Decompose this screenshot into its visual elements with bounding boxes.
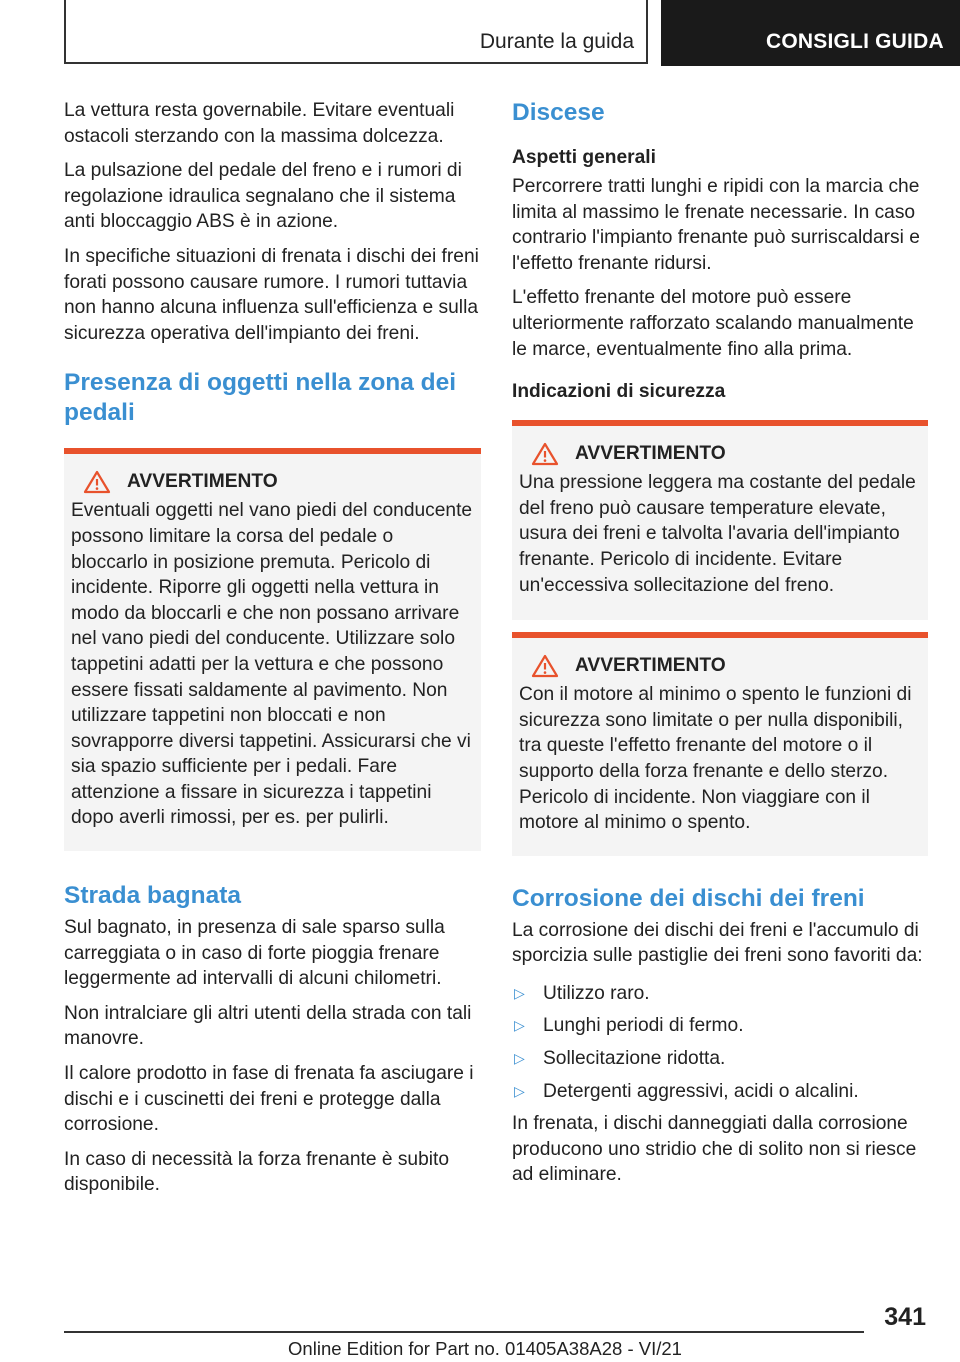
footer-divider (64, 1331, 864, 1333)
paragraph: In caso di necessità la forza frenante è subito disponibile. (64, 1148, 450, 1196)
paragraph: L'effetto frenante del motore può essere ulteriormente rafforzato scalando manualmente le marce, eventualmente fino alla prima. (512, 287, 914, 360)
heading-objects-pedals: Presenza di oggetti nella zona dei pedali (64, 369, 457, 427)
warning-title: AVVERTIMENTO (575, 443, 726, 465)
warning-triangle-icon (531, 654, 559, 678)
paragraph: In specifiche situazioni di frenata i dischi dei freni forati possono causare rumore. I rumori tuttavia non hanno alcuna influenza sull'efficienza e sulla sicurezza operativa dell'impianto dei freni. (64, 245, 479, 344)
paragraph: Sul bagnato, in presenza di sale sparso sulla carreggiata o in caso di forte pioggia frenare leggermente ad intervalli di alcuni chilometri. (64, 917, 445, 990)
heading-descents: Discese (512, 99, 605, 126)
footer-edition: Online Edition for Part no. 01405A38A28 - VI/21 (288, 1338, 682, 1359)
header-section: CONSIGLI GUIDA (661, 0, 960, 66)
warning-box (64, 448, 481, 851)
paragraph: La vettura resta governabile. Evitare eventuali ostacoli sterzando con la massima dolcezza. (64, 100, 455, 147)
bullet-list (512, 981, 928, 1104)
warning-title: AVVERTIMENTO (575, 655, 726, 677)
bullet-triangle-icon: ▷ (514, 1017, 525, 1034)
warning-text: Una pressione leggera ma costante del pedale del freno può causare temperature elevate, usura dei freni e talvolta l'avaria dell'impianto frenante. Pericolo di incidente. Evitare un'eccessiva sollecitazione del freno. (519, 472, 916, 596)
paragraph: La pulsazione del pedale del freno e i rumori di regolazione idraulica segnalano che il sistema anti bloccaggio ABS è in azione. (64, 160, 462, 233)
header-subsection-tab (64, 0, 648, 64)
page-number: 341 (884, 1303, 926, 1331)
warning-triangle-icon (531, 442, 559, 466)
paragraph: Il calore prodotto in fase di frenata fa asciugare i dischi e i cuscinetti dei freni e protegge dalla corrosione. (64, 1063, 474, 1136)
warning-box (512, 420, 928, 620)
warning-box (512, 632, 928, 856)
list-item: ▷ Lunghi periodi di fermo. (512, 1013, 928, 1039)
heading-brake-corrosion: Corrosione dei dischi dei freni (512, 884, 865, 912)
bullet-triangle-icon: ▷ (514, 1082, 525, 1099)
warning-title: AVVERTIMENTO (127, 471, 278, 493)
warning-triangle-icon (83, 470, 111, 494)
header-subsection: Durante la guida (479, 30, 634, 53)
list-item: ▷ Utilizzo raro. (512, 981, 928, 1007)
paragraph: Non intralciare gli altri utenti della strada con tali manovre. (64, 1002, 472, 1050)
right-column (512, 98, 928, 1197)
subheading-safety: Indicazioni di sicurezza (512, 381, 726, 403)
paragraph: In frenata, i dischi danneggiati dalla corrosione producono uno stridio che di solito non si riesce ad eliminare. (512, 1113, 917, 1186)
list-item: ▷ Sollecitazione ridotta. (512, 1046, 928, 1072)
page-header (0, 0, 960, 66)
paragraph: La corrosione dei dischi dei freni e l'accumulo di sporcizia sulle pastiglie dei freni sono favoriti da: (512, 919, 923, 967)
warning-text: Con il motore al minimo o spento le funzioni di sicurezza sono limitate o per nulla disponibili, tra queste l'effetto frenante del motore o il supporto della forza frenante e dello sterzo. Pericolo di incidente. Non viaggiare con il motore al minimo o spento. (519, 684, 912, 834)
heading-wet-road: Strada bagnata (64, 882, 241, 910)
bullet-triangle-icon: ▷ (514, 984, 525, 1001)
paragraph: Percorrere tratti lunghi e ripidi con la marcia che limita al massimo le frenate necessarie. In caso contrario l'impianto frenante può surriscaldarsi e l'effetto frenante ridursi. (512, 176, 920, 274)
subheading-general: Aspetti generali (512, 147, 656, 168)
list-item: ▷ Detergenti aggressivi, acidi o alcalini. (512, 1079, 928, 1105)
left-column (64, 98, 481, 1207)
bullet-triangle-icon: ▷ (514, 1050, 525, 1067)
warning-text: Eventuali oggetti nel vano piedi del conducente possono limitare la corsa del pedale o bloccarlo in posizione premuta. Pericolo di incidente. Riporre gli oggetti nella vettura in modo da bloccarli e che non possano arrivare nel vano piedi del conducente. Utilizzare solo tappetini adatti per la vettura e che possono essere fissati saldamente al pavimento. Non utilizzare tappetini non bloccati e non sovrapporre diversi tappetini. Assicurarsi che vi sia spazio sufficiente per i pedali. Fare attenzione a fissare in sicurezza i tappetini dopo averli rimossi, per es. per pulirli. (71, 500, 473, 829)
